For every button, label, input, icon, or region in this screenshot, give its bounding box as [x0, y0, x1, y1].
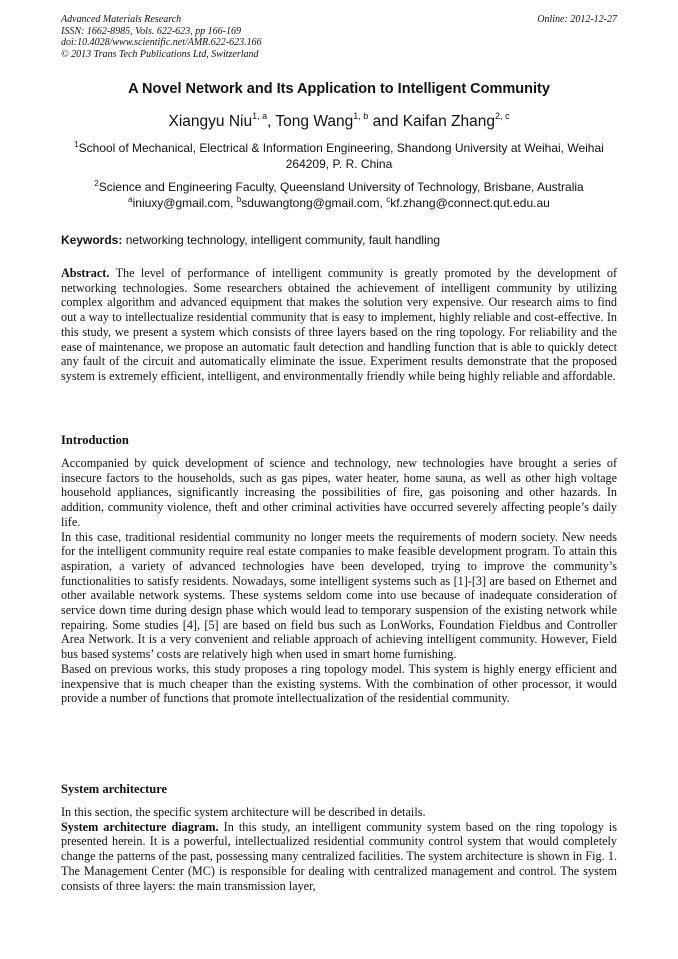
paragraph: In this case, traditional residential community no longer meets the requirements of modern society. New needs for the intelligent community require real estate companies to make feasible development program. To attain this aspiration, a variety of advanced technologies have been developed, trying to improve the community’s functionalities to satisfy residents. Nowadays, some intelligent systems such as [1]-[3] are based on Ethernet and other available network systems. These systems seldom come into use because of inadequate consideration of service down time during design phase which would lead to temporary suspension of the existing network while repairing. Some studies [4], [5] are based on field bus such as LonWorks, Foundation Fieldbus and Controller Area Network. It is a very convenient and reliable approach of achieving intelligent community. However, Field bus based systems’ costs are relatively high when used in smart home furnishing.: [61, 529, 617, 662]
author-name: Xiangyu Niu: [168, 113, 253, 130]
email-address: iniuxy@gmail.com,: [132, 196, 237, 210]
affiliation-2: [72, 176, 606, 196]
doi-line: doi:10.4028/www.scientific.net/AMR.622-623.166: [61, 37, 262, 48]
email-address: sduwangtong@gmail.com,: [241, 196, 387, 210]
introduction-body: [61, 456, 617, 706]
keywords-label: Keywords:: [61, 233, 123, 247]
affiliation-marker: 2: [94, 179, 99, 188]
abstract-paragraph: [61, 266, 617, 384]
author-list: [61, 111, 617, 131]
author-superscript: 2, c: [494, 111, 510, 121]
copyright-line: © 2013 Trans Tech Publications Ltd, Switzerland: [61, 48, 259, 60]
section-heading-system-architecture: System architecture: [61, 782, 168, 796]
journal-name: Advanced Materials Research: [61, 14, 182, 25]
paragraph: [61, 820, 617, 894]
author-name: and Kaifan Zhang: [368, 113, 495, 130]
affiliation-text: Science and Engineering Faculty, Queensland University of Technology, Brisbane, Australia: [98, 180, 584, 194]
abstract-label: Abstract.: [61, 266, 110, 280]
issn-line: ISSN: 1662-8985, Vols. 622-623, pp 166-169: [61, 25, 241, 37]
paragraph: In this section, the specific system architecture will be described in details.: [61, 805, 426, 819]
journal-header: [61, 14, 617, 60]
paragraph: Accompanied by quick development of science and technology, new technologies have brought a series of insecure factors to the households, such as gas pipes, water heater, home sauna, as well as other high voltage household appliances, significantly increasing the possibilities of fire, gas poisoning and other hazards. In addition, community violence, theft and other criminal activities have occurred severely affecting people’s daily life.: [61, 456, 617, 529]
affiliation-1: [72, 137, 606, 172]
paragraph-text: In this study, an intelligent community system based on the ring topology is presented herein. It is a powerful, intellectualized residential community control system that would completely change the patterns of the past, possessing many centralized facilities. The system architecture is shown in Fig. 1. The Management Center (MC) is responsible for dealing with centralized management and control. The system consists of three layers: the main transmission layer,: [61, 819, 617, 893]
author-superscript: 1, b: [353, 111, 369, 121]
email-marker: a: [128, 195, 133, 204]
affiliation-text: School of Mechanical, Electrical & Information Engineering, Shandong University at Weihai, Weihai 264209, P. R. China: [78, 141, 604, 171]
keywords-line: [61, 233, 617, 247]
author-name: , Tong Wang: [267, 113, 354, 130]
paper-title: A Novel Network and Its Application to Intelligent Community: [128, 81, 550, 97]
email-marker: b: [236, 195, 242, 204]
abstract-text: The level of performance of intelligent community is greatly promoted by the development of networking technologies. Some researchers obtained the achievement of intelligent community by utilizing complex algorithm and advanced equipment that makes the solution very expensive. Our research aims to find out a way to intellectualize residential community that is easy to implement, highly reliable and cost-effective. In this study, we present a system which consists of three layers based on the ring topology. For reliability and the ease of maintenance, we propose an automatic fault detection and handling function that is able to quickly detect any fault of the circuit and automatically eliminate the issue. Experiment results demonstrate that the proposed system is extremely efficient, intelligent, and environmentally friendly while being highly reliable and affordable.: [61, 266, 617, 383]
online-date: Online: 2012-12-27: [537, 14, 617, 25]
email-address: kf.zhang@connect.qut.edu.au: [390, 196, 550, 210]
author-superscript: 1, a: [252, 111, 268, 121]
email-marker: c: [386, 195, 391, 204]
system-architecture-body: [61, 805, 617, 893]
paragraph: Based on previous works, this study proposes a ring topology model. This system is highly energy efficient and inexpensive that is much cheaper than the existing systems. With the combination of other processor, it would provide a number of functions that promote intellectualization of the residential community.: [61, 661, 617, 706]
section-heading-introduction: Introduction: [61, 433, 129, 447]
keywords-text: networking technology, intelligent community, fault handling: [122, 233, 441, 247]
subsection-label: System architecture diagram.: [61, 819, 219, 834]
affiliation-marker: 1: [74, 140, 79, 149]
author-emails: [61, 195, 617, 210]
